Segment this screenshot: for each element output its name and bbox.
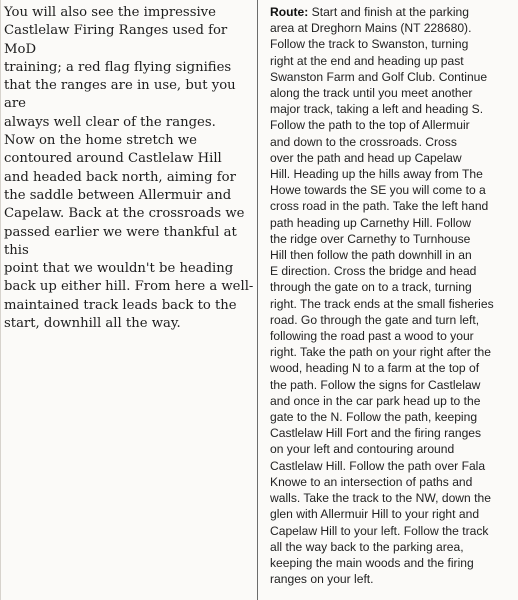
route-column — [259, 0, 518, 600]
narrative-paragraph-2: Now on the home stretch we contoured around Castlelaw Hill and headed back north, aiming for the saddle between Allermuir and Capelaw. Back at the crossroads we passed earlier we were thankful at this point that we wouldn't be heading back up either hill. From here a well- maintained track leads back to the start, downhill all the way. — [4, 133, 254, 332]
narrative-text — [4, 4, 254, 333]
route-text: Start and finish at the parking area at Dreghorn Mains (NT 228680). Follow the track to Swanston, turning right at the end and heading up past Swanston Farm and Golf Club. Continue along the track until you meet another major track, taking a left and heading S. Follow the path to the top of Allermuir and down to the crossroads. Cross over the path and head up Capelaw Hill. Heading up the hills away from The Howe towards the SE you will come to a cross road in the path. Take the left hand path heading up Carnethy Hill. Follow the ridge over Carnethy to Turnhouse Hill then follow the path downhill in an E direction. Cross the bridge and head through the gate on to a track, turning right. The track ends at the small fisheries road. Go through the gate and turn left, following the road past a wood to your right. Take the path on your right after the wood, heading N to a farm at the top of the path. Follow the signs for Castlelaw and once in the car park head up to the gate to the N. Follow the path, keeping Castlelaw Hill Fort and the firing ranges on your left and contouring around Castlelaw Hill. Follow the path over Fala Knowe to an intersection of paths and walls. Take the track to the NW, down the glen with Allermuir Hill to your right and Capelaw Hill to your left. Follow the track all the way back to the parking area, keeping the main woods and the firing ranges on your left. — [270, 5, 494, 587]
narrative-paragraph-1: You will also see the impressive Castlelaw Firing Ranges used for MoD training; a red flag flying signifies that the ranges are in use, but you are always well clear of the ranges. — [4, 5, 236, 130]
route-description — [270, 4, 516, 587]
column-divider — [257, 0, 258, 600]
route-label: Route: — [270, 5, 309, 19]
narrative-column — [0, 0, 256, 600]
